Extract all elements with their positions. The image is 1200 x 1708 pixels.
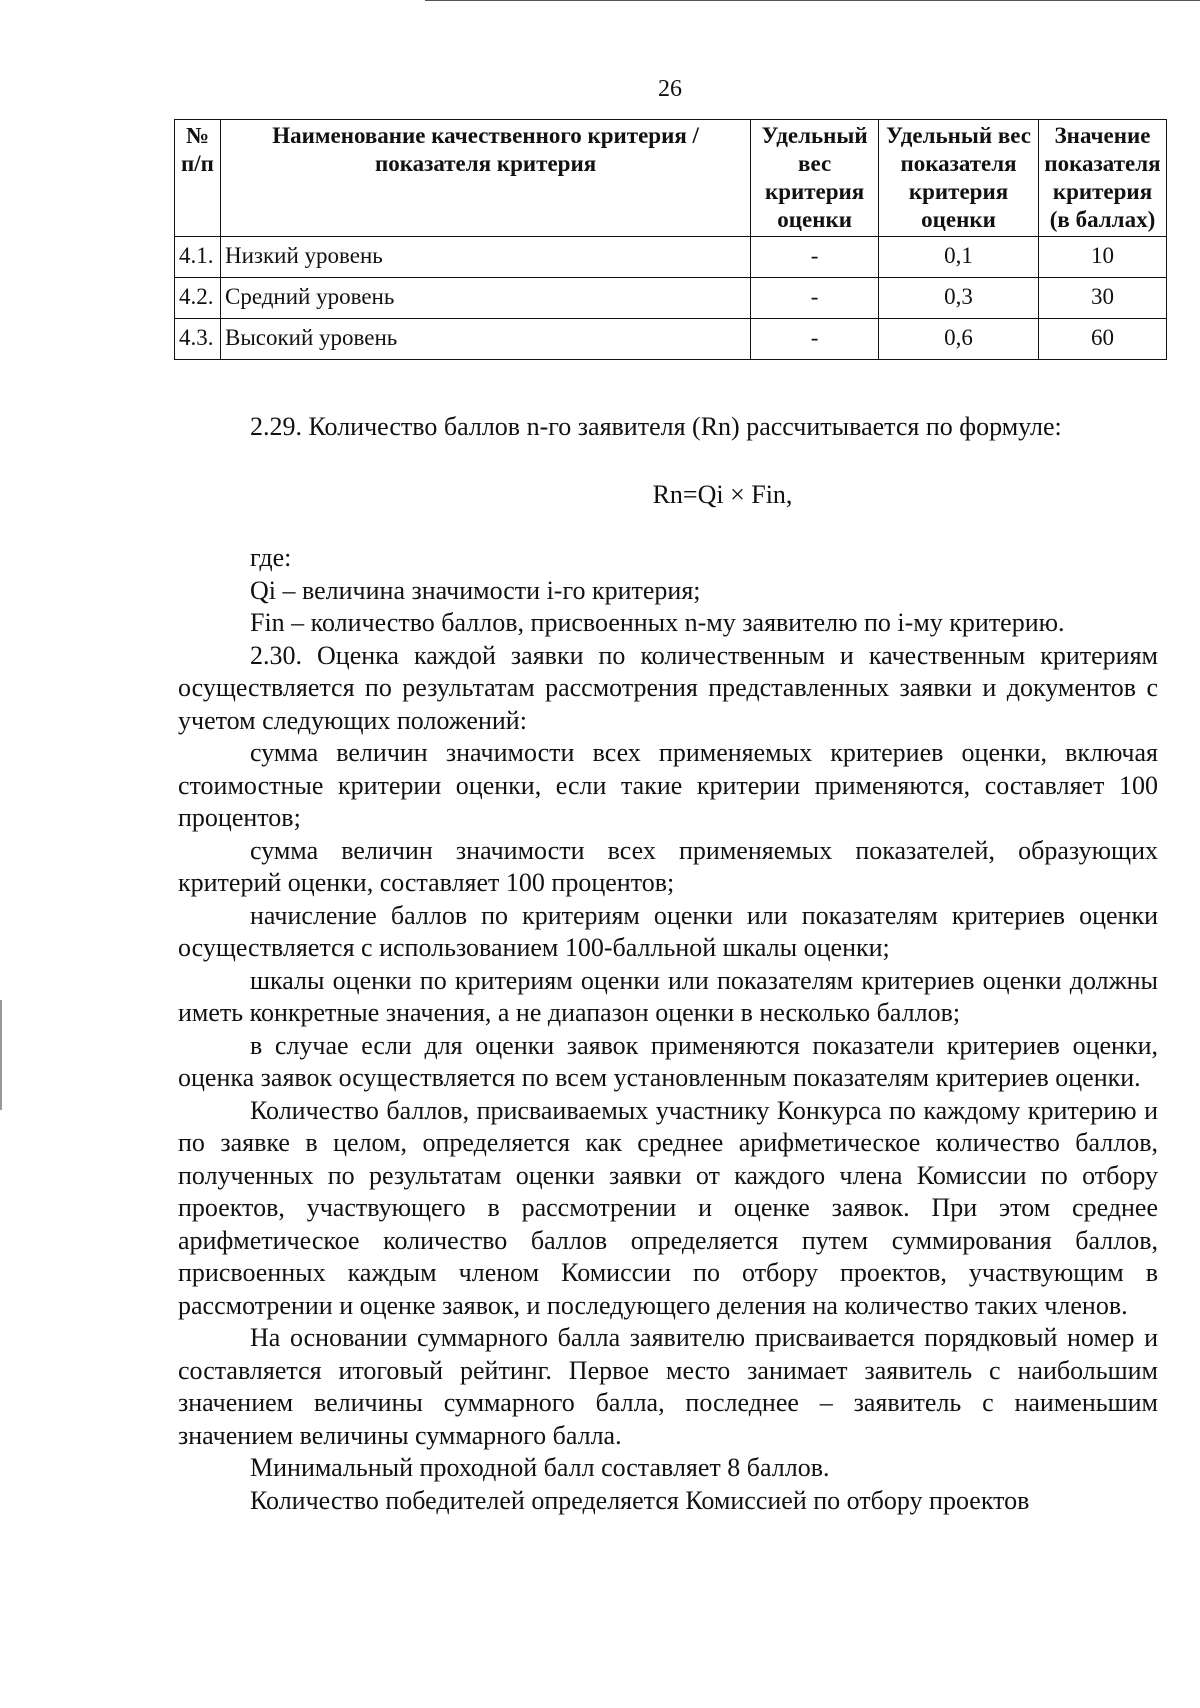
table-header-row — [175, 120, 1167, 237]
scan-mark — [0, 1000, 2, 1110]
row-name: Высокий уровень — [220, 319, 750, 360]
row-name: Низкий уровень — [220, 237, 750, 278]
row-weight-criterion: - — [751, 237, 879, 278]
header-weight-indicator: Удельный вес показателя критерия оценки — [879, 120, 1039, 237]
row-num: 4.3. — [175, 319, 221, 360]
row-num: 4.2. — [175, 278, 221, 319]
paragraph: где: — [250, 543, 292, 572]
paragraph: Количество победителей определяется Комиссией по отбору проектов — [250, 1485, 1030, 1515]
paragraph: Количество баллов, присваиваемых участнику Конкурса по каждому критерию и по заявке в целом, определяется как среднее арифметическое количество баллов, полученных по результатам оценки заявки от каждого члена Комиссии по отбору проектов, участвующего в рассмотрении и оценке заявок. При этом среднее арифметическое количество баллов определяется путем суммирования баллов, присвоенных каждым членом Комиссии по отбору проектов, участвующим в рассмотрении и оценке заявок, и последующего деления на количество таких членов. — [178, 1095, 1158, 1320]
row-value: 30 — [1038, 278, 1166, 319]
body-text — [178, 542, 1158, 1517]
paragraph: Fin – количество баллов, присвоенных n-му заявителю по i-му критерию. — [250, 608, 1065, 637]
paragraph: Qi – величина значимости i-го критерия; — [250, 575, 701, 605]
header-num: № п/п — [175, 120, 221, 237]
page-number: 26 — [658, 76, 682, 102]
row-num: 4.1. — [175, 237, 221, 278]
row-weight-indicator: 0,6 — [879, 319, 1039, 360]
row-weight-criterion: - — [751, 278, 879, 319]
table-row — [175, 237, 1167, 278]
row-value: 60 — [1038, 319, 1166, 360]
criteria-table — [174, 119, 1167, 360]
header-name: Наименование качественного критерия / показателя критерия — [220, 120, 750, 237]
paragraph: сумма величин значимости всех применяемых показателей, образующих критерий оценки, составляет 100 процентов; — [178, 835, 1158, 897]
header-value: Значение показателя критерия (в баллах) — [1038, 120, 1166, 237]
table-row — [175, 319, 1167, 360]
formula-intro: 2.29. Количество баллов n-го заявителя (Rn) рассчитывается по формуле: — [250, 412, 1062, 441]
paragraph: в случае если для оценки заявок применяются показатели критериев оценки, оценка заявок осуществляется по всем установленным показателям критериев оценки. — [178, 1030, 1158, 1092]
paragraph: начисление баллов по критериям оценки или показателям критериев оценки осуществляется с использованием 100-балльной шкалы оценки; — [178, 900, 1158, 962]
top-rule — [425, 0, 1200, 1]
formula: Rn=Qi × Fin, — [652, 480, 793, 509]
row-name: Средний уровень — [220, 278, 750, 319]
paragraph: 2.30. Оценка каждой заявки по количественным и качественным критериям осуществляется по результатам рассмотрения представленных заявки и документов с учетом следующих положений: — [178, 640, 1158, 735]
row-value: 10 — [1038, 237, 1166, 278]
row-weight-indicator: 0,1 — [879, 237, 1039, 278]
paragraph: сумма величин значимости всех применяемых критериев оценки, включая стоимостные критерии оценки, если такие критерии применяются, составляет 100 процентов; — [178, 738, 1158, 832]
row-weight-indicator: 0,3 — [879, 278, 1039, 319]
table-row — [175, 278, 1167, 319]
paragraph: шкалы оценки по критериям оценки или показателям критериев оценки должны иметь конкретные значения, а не диапазон оценки в несколько баллов; — [178, 965, 1158, 1027]
paragraph: Минимальный проходной балл составляет 8 баллов. — [250, 1453, 830, 1482]
row-weight-criterion: - — [751, 319, 879, 360]
paragraph: На основании суммарного балла заявителю присваивается порядковый номер и составляется итоговый рейтинг. Первое место занимает заявитель с наибольшим значением величины суммарного балла, последнее – заявитель с наименьшим значением величины суммарного балла. — [178, 1323, 1158, 1450]
header-weight-criterion: Удельный вес критерия оценки — [751, 120, 879, 237]
